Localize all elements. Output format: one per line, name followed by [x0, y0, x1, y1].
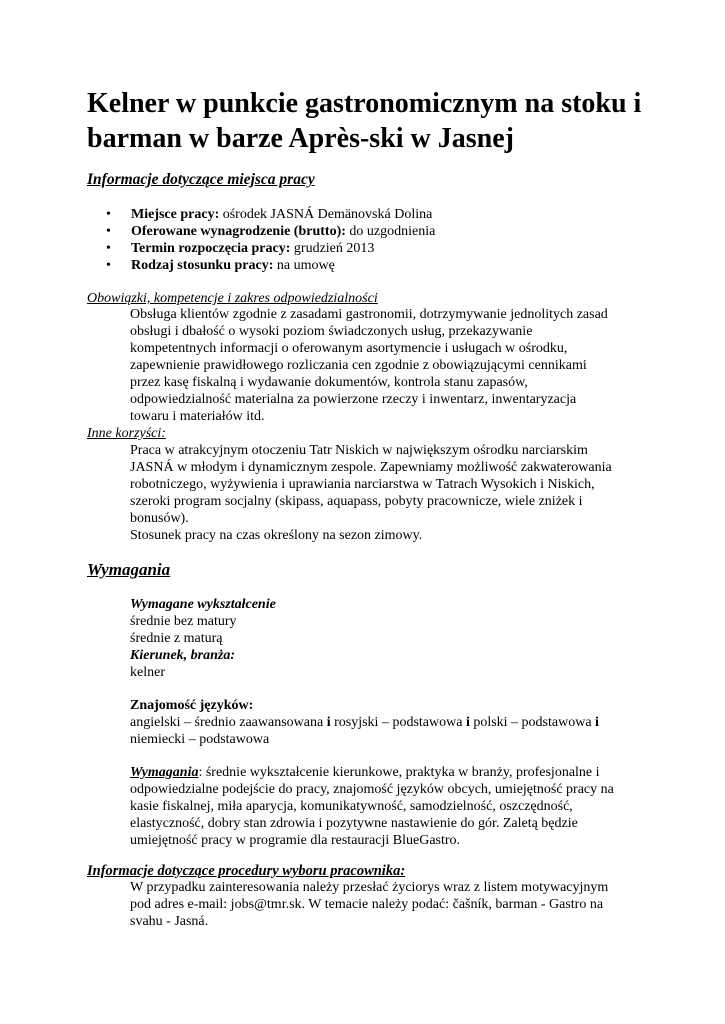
requirements-label: Wymagania [130, 765, 199, 780]
education-item: średnie z maturą [130, 631, 223, 646]
field-value: kelner [130, 665, 165, 680]
list-item: • Oferowane wynagrodzenie (brutto): do uzgodnienia [87, 223, 435, 240]
requirements-heading: Wymagania [87, 560, 171, 579]
benefits-heading: Inne korzyści: [87, 426, 166, 441]
list-item: • Miejsce pracy: ośrodek JASNÁ Demänovská Dolina [87, 206, 435, 223]
page-title: Kelner w punkcie gastronomicznym na stoku i barman w barze Après-ski w Jasnej [87, 88, 642, 154]
procedure-text: W przypadku zainteresowania należy przesłać życiorys wraz z listem motywacyjnym pod adres e-mail: jobs@tmr.sk. W temacie należy podać: čašník, barman - Gastro na svahu - Jasná. [130, 880, 609, 929]
list-item: • Rodzaj stosunku pracy: na umowę [87, 257, 435, 274]
requirements-text: Wymagania: średnie wykształcenie kierunkowe, praktyka w branży, profesjonalne i odpowiedzialne podejście do pracy, znajomość języków obcych, umiejętność pracy na kasie fiskalnej, miła aparycja, komunikatywność, samodzielność, oszczędność, elastyczność, dobry stan zdrowia i pozytywne nastawienie do gór. Zaletą będzie umiejętność pracy w programie dla restauracji BlueGastro. [130, 765, 614, 848]
procedure-heading: Informacje dotyczące procedury wyboru pracownika: [87, 863, 406, 879]
workplace-heading: Informacje dotyczące miejsca pracy [87, 171, 315, 188]
education-item: średnie bez matury [130, 614, 237, 629]
duties-text: Obsługa klientów zgodnie z zasadami gastronomii, dotrzymywanie jednolitych zasad obsługi i dbałość o wysoki poziom świadczonych usług, przekazywanie kompetentnych informacji o oferowanym asortymencie i usługach w ośrodku, zapewnienie prawidłowego rozliczania cen zgodnie z obowiązującymi cennikami przez kasę fiskalną i wydawanie dokumentów, kontrola stanu zapasów, odpowiedzialność materialna za powierzone rzeczy i inwentarz, inwentaryzacja towaru i materiałów itd. [130, 307, 608, 424]
workplace-info-list [87, 206, 435, 274]
education-label: Wymagane wykształcenie [130, 597, 276, 612]
education-section [130, 596, 655, 681]
field-label: Kierunek, branża: [130, 648, 236, 663]
benefits-text: Praca w atrakcyjnym otoczeniu Tatr Niskich w największym ośrodku narciarskim JASNÁ w młodym i dynamicznym zespole. Zapewniamy możliwość zakwaterowania robotniczego, wyżywienia i uprawiania narciarstwa w Tatrach Wysokich i Niskich, szeroki program socjalny (skipass, aquapass, pobyty pracownicze, wiele zniżek i bonusów). Stosunek pracy na czas określony na sezon zimowy. [130, 443, 612, 543]
languages-label: Znajomość języków: [130, 698, 254, 713]
list-item: • Termin rozpoczęcia pracy: grudzień 2013 [87, 240, 435, 257]
languages-section: Znajomość języków: angielski – średnio zaawansowana i rosyjski – podstawowa i polski – podstawowa i niemiecki – podstawowa [130, 697, 655, 748]
duties-heading: Obowiązki, kompetencje i zakres odpowiedzialności [87, 291, 378, 306]
